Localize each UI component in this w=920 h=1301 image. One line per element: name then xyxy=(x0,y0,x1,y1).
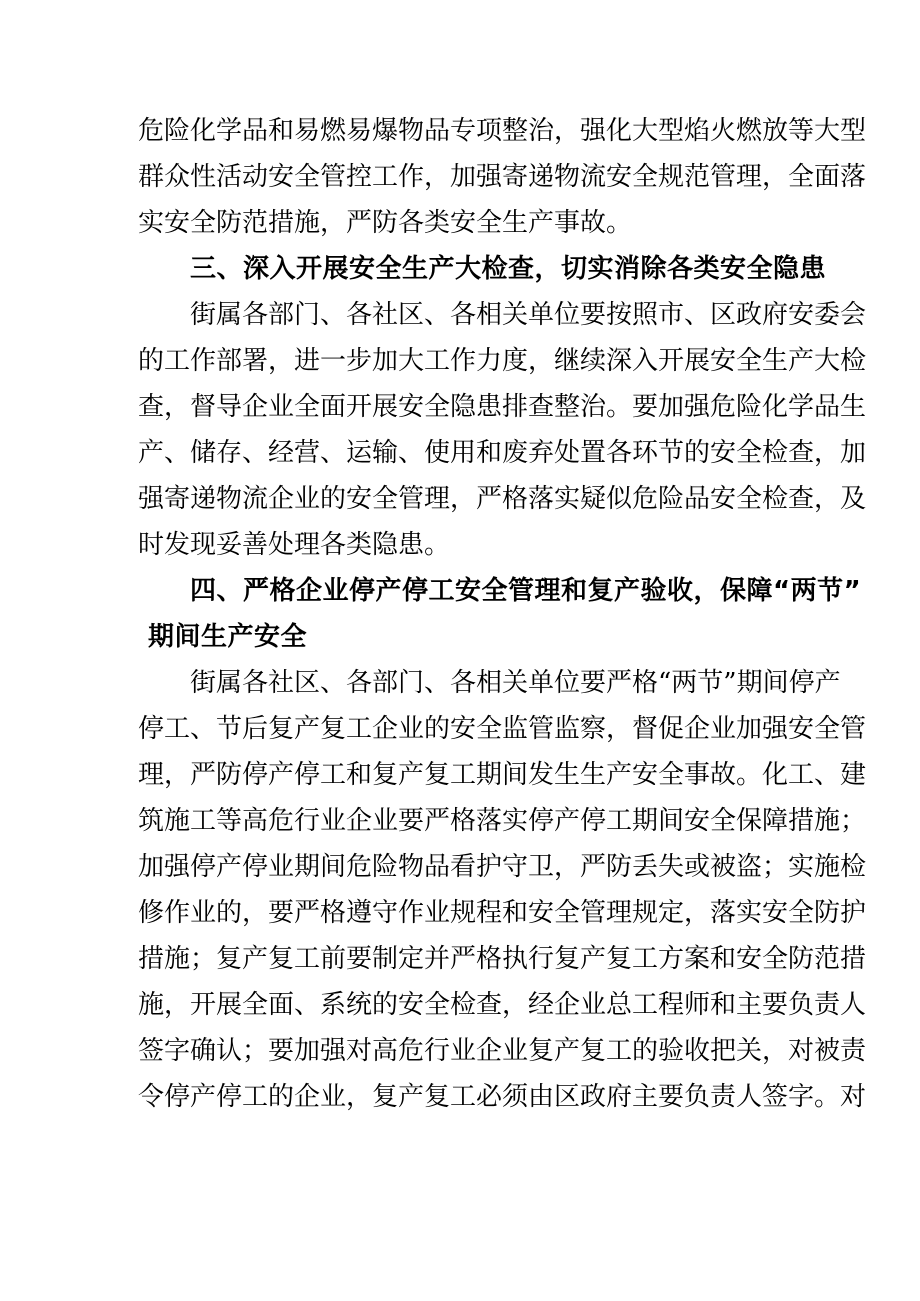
paragraph-line: 查，督导企业全面开展安全隐患排查整治。要加强危险化学品生 xyxy=(138,392,867,422)
paragraph-line: 停工、节后复产复工企业的安全监管监察，督促企业加强安全管 xyxy=(138,714,867,744)
paragraph-line: 修作业的，要严格遵守作业规程和安全管理规定，落实安全防护 xyxy=(138,898,867,928)
paragraph-line: 强寄递物流企业的安全管理，严格落实疑似危险品安全检查，及 xyxy=(138,484,867,514)
section-heading-4: 四、严格企业停产停工安全管理和复产验收，保障“两节” xyxy=(190,576,862,606)
paragraph-line: 群众性活动安全管控工作，加强寄递物流安全规范管理，全面落 xyxy=(138,162,867,192)
paragraph-line: 的工作部署，进一步加大工作力度，继续深入开展安全生产大检 xyxy=(138,346,867,376)
paragraph-line: 理，严防停产停工和复产复工期间发生生产安全事故。化工、建 xyxy=(138,760,867,790)
paragraph-line: 街属各部门、各社区、各相关单位要按照市、区政府安委会 xyxy=(190,300,867,330)
paragraph-line: 实安全防范措施，严防各类安全生产事故。 xyxy=(138,208,633,238)
paragraph-line: 危险化学品和易燃易爆物品专项整治，强化大型焰火燃放等大型 xyxy=(138,116,867,146)
section-heading-3: 三、深入开展安全生产大检查，切实消除各类安全隐患 xyxy=(190,254,827,284)
paragraph-line: 签字确认；要加强对高危行业企业复产复工的验收把关，对被责 xyxy=(138,1036,867,1066)
paragraph-line: 街属各社区、各部门、各相关单位要严格“两节”期间停产 xyxy=(190,668,841,698)
paragraph-line: 产、储存、经营、运输、使用和废弃处置各环节的安全检查，加 xyxy=(138,438,867,468)
paragraph-line: 加强停产停业期间危险物品看护守卫，严防丢失或被盗；实施检 xyxy=(138,852,867,882)
paragraph-line: 时发现妥善处理各类隐患。 xyxy=(138,530,451,560)
section-heading-4-cont: 期间生产安全 xyxy=(148,622,308,652)
paragraph-line: 措施；复产复工前要制定并严格执行复产复工方案和安全防范措 xyxy=(138,944,867,974)
document-page xyxy=(138,108,867,1120)
paragraph-line: 筑施工等高危行业企业要严格落实停产停工期间安全保障措施； xyxy=(138,806,867,836)
paragraph-line: 令停产停工的企业，复产复工必须由区政府主要负责人签字。对 xyxy=(138,1082,867,1112)
paragraph-line: 施，开展全面、系统的安全检查，经企业总工程师和主要负责人 xyxy=(138,990,867,1020)
